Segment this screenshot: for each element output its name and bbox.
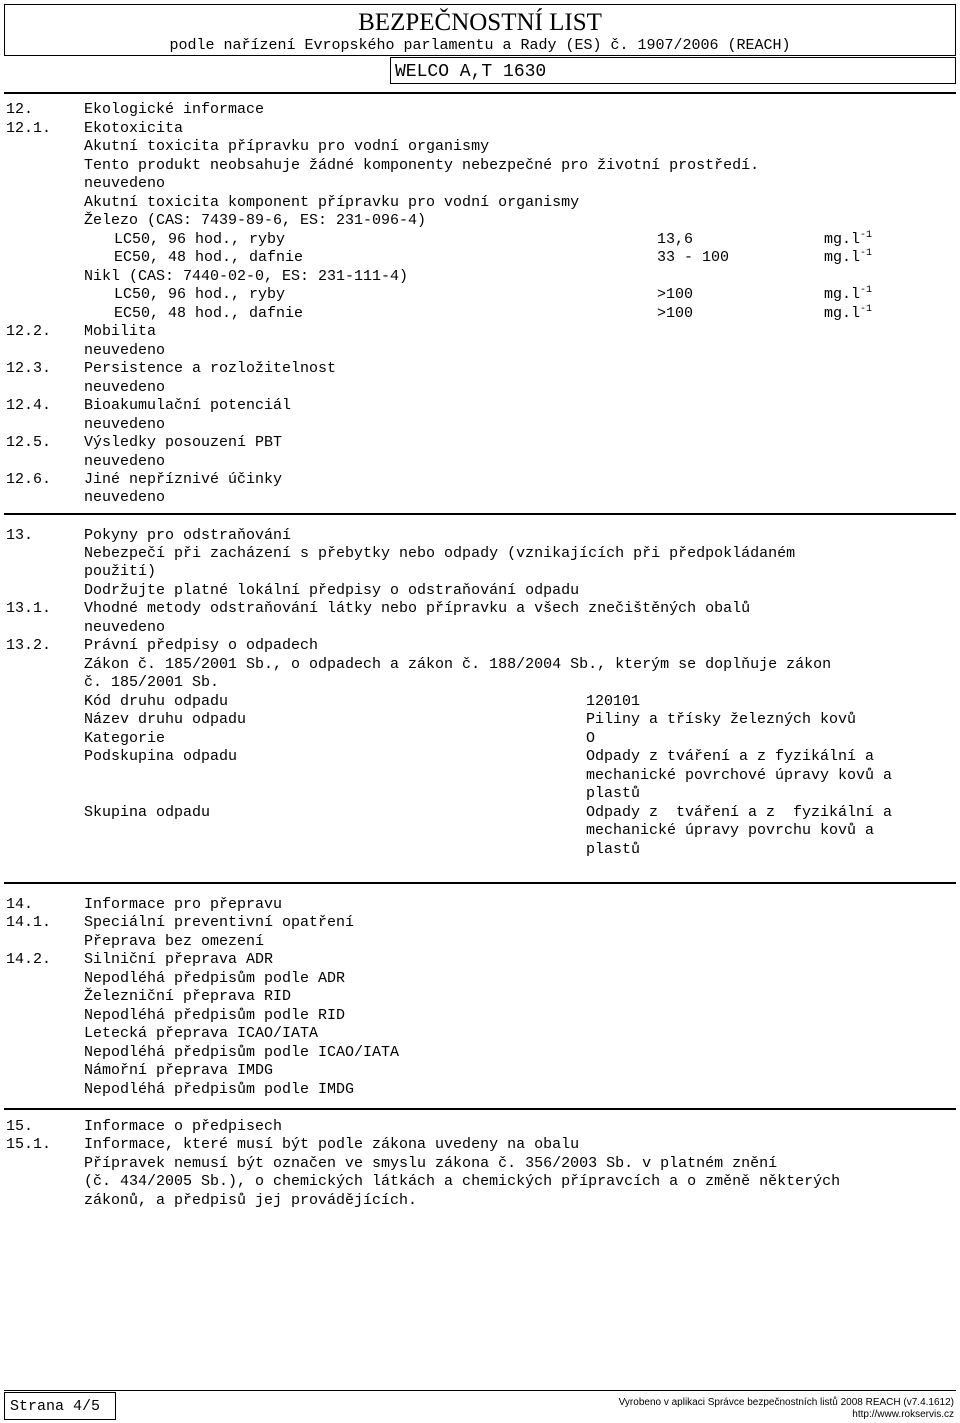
tox-test: LC50, 96 hod., ryby (114, 286, 286, 303)
text-line: neuvedeno (84, 379, 166, 396)
subsection-number: 14.2. (6, 951, 52, 968)
waste-value: Odpady z tváření a z fyzikální a (586, 804, 893, 821)
subsection-title: Informace, které musí být podle zákona uvedeny na obalu (84, 1136, 580, 1153)
tox-value: >100 (657, 305, 694, 322)
text-line: Přeprava bez omezení (84, 933, 265, 950)
tox-value: 13,6 (657, 231, 694, 248)
section-divider (4, 882, 956, 884)
subsection-title: Výsledky posouzení PBT (84, 434, 283, 451)
waste-value: Piliny a třísky železných kovů (586, 711, 857, 728)
subsection-title: Vhodné metody odstraňování látky nebo přípravku a všech znečištěných obalů (84, 600, 751, 617)
subsection-title: Speciální preventivní opatření (84, 914, 355, 931)
waste-value: Odpady z tváření a z fyzikální a (586, 748, 875, 765)
waste-label: Název druhu odpadu (84, 711, 247, 728)
section-title: Ekologické informace (84, 101, 265, 118)
tox-unit: $mg.l^{-1}$ (824, 304, 873, 322)
component-name: Železo (CAS: 7439-89-6, ES: 231-096-4) (84, 212, 427, 229)
tox-value: 33 - 100 (657, 249, 730, 266)
subsection-number: 12.6. (6, 471, 52, 488)
section-title: Informace o předpisech (84, 1118, 283, 1135)
waste-label: Podskupina odpadu (84, 748, 238, 765)
subsection-number: 12.3. (6, 360, 52, 377)
text-line: použití) (84, 563, 157, 580)
text-line: zákonů, a předpisů jej provádějících. (84, 1192, 418, 1209)
waste-label: Skupina odpadu (84, 804, 211, 821)
page-number-box (4, 1392, 116, 1420)
text-line: neuvedeno (84, 453, 166, 470)
subsection-title: Mobilita (84, 323, 157, 340)
page-number: Strana 4/5 (10, 1398, 101, 1415)
text-line: Akutní toxicita komponent přípravku pro vodní organismy (84, 194, 580, 211)
subsection-title: Bioakumulační potenciál (84, 397, 292, 414)
document-subtitle: podle nařízení Evropského parlamentu a Rady (ES) č. 1907/2006 (REACH) (169, 37, 791, 54)
document-title: BEZPEČNOSTNÍ LIST (358, 9, 602, 36)
subsection-number: 12.5. (6, 434, 52, 451)
waste-value: 120101 (586, 693, 641, 710)
tox-unit: $mg.l^{-1}$ (824, 248, 873, 266)
text-line: Nepodléhá předpisům podle IMDG (84, 1081, 355, 1098)
tox-test: EC50, 48 hod., dafnie (114, 249, 304, 266)
subsection-number: 13.2. (6, 637, 52, 654)
text-line: Dodržujte platné lokální předpisy o odstraňování odpadu (84, 582, 580, 599)
footer-divider (4, 1390, 956, 1391)
section-divider (4, 1108, 956, 1110)
waste-label: Kategorie (84, 730, 166, 747)
waste-value: mechanické úpravy povrchu kovů a (586, 822, 875, 839)
subsection-number: 13.1. (6, 600, 52, 617)
text-line: Akutní toxicita přípravku pro vodní organismy (84, 138, 490, 155)
product-box (390, 57, 956, 84)
text-line: Zákon č. 185/2001 Sb., o odpadech a zákon č. 188/2004 Sb., kterým se doplňuje zákon (84, 656, 832, 673)
credit-text: Vyrobeno v aplikaci Správce bezpečnostních listů 2008 REACH (v7.4.1612) (618, 1397, 954, 1408)
text-line: (č. 434/2005 Sb.), o chemických látkách a chemických přípravcích a o změně některých (84, 1173, 841, 1190)
text-line: neuvedeno (84, 489, 166, 506)
footer-credit (619, 1397, 954, 1421)
text-line: Nebezpečí při zacházení s přebytky nebo odpady (vznikajících při předpokládaném (84, 545, 796, 562)
subsection-number: 14.1. (6, 914, 52, 931)
section-title: Informace pro přepravu (84, 896, 283, 913)
subsection-number: 15.1. (6, 1136, 52, 1153)
section-title: Pokyny pro odstraňování (84, 527, 292, 544)
subsection-title: Persistence a rozložitelnost (84, 360, 337, 377)
transport-title: Železniční přeprava RID (84, 988, 292, 1005)
component-name: Nikl (CAS: 7440-02-0, ES: 231-111-4) (84, 268, 409, 285)
text-line: Přípravek nemusí být označen ve smyslu zákona č. 356/2003 Sb. v platném znění (84, 1155, 778, 1172)
section-number: 14. (6, 896, 34, 913)
waste-value: plastů (586, 785, 641, 802)
transport-title: Námořní přeprava IMDG (84, 1062, 274, 1079)
text-line: č. 185/2001 Sb. (84, 674, 220, 691)
tox-test: EC50, 48 hod., dafnie (114, 305, 304, 322)
text-line: neuvedeno (84, 416, 166, 433)
section-number: 12. (6, 101, 34, 118)
waste-value: mechanické povrchové úpravy kovů a (586, 767, 893, 784)
subsection-number: 12.4. (6, 397, 52, 414)
text-line: neuvedeno (84, 342, 166, 359)
subsection-title: Právní předpisy o odpadech (84, 637, 319, 654)
transport-title: Letecká přeprava ICAO/IATA (84, 1025, 319, 1042)
text-line: Nepodléhá předpisům podle ADR (84, 970, 346, 987)
tox-unit: $mg.l^{-1}$ (824, 285, 873, 303)
section-number: 13. (6, 527, 34, 544)
tox-test: LC50, 96 hod., ryby (114, 231, 286, 248)
subsection-number: 12.2. (6, 323, 52, 340)
subsection-title: Silniční přeprava ADR (84, 951, 274, 968)
credit-link[interactable]: http://www.rokservis.cz (852, 1409, 954, 1420)
section-number: 15. (6, 1118, 34, 1135)
waste-value: plastů (586, 841, 641, 858)
text-line: Tento produkt neobsahuje žádné komponenty nebezpečné pro životní prostředí. (84, 157, 760, 174)
subsection-title: Ekotoxicita (84, 120, 184, 137)
section-divider (4, 513, 956, 515)
waste-label: Kód druhu odpadu (84, 693, 229, 710)
text-line: Nepodléhá předpisům podle RID (84, 1007, 346, 1024)
header-box (4, 4, 956, 56)
tox-unit: $mg.l^{-1}$ (824, 230, 873, 248)
text-line: Nepodléhá předpisům podle ICAO/IATA (84, 1044, 400, 1061)
product-name: WELCO A,T 1630 (395, 62, 547, 82)
section-divider (4, 92, 956, 94)
text-line: neuvedeno (84, 175, 166, 192)
waste-value: O (586, 730, 596, 747)
text-line: neuvedeno (84, 619, 166, 636)
subsection-title: Jiné nepříznivé účinky (84, 471, 283, 488)
subsection-number: 12.1. (6, 120, 52, 137)
tox-value: >100 (657, 286, 694, 303)
